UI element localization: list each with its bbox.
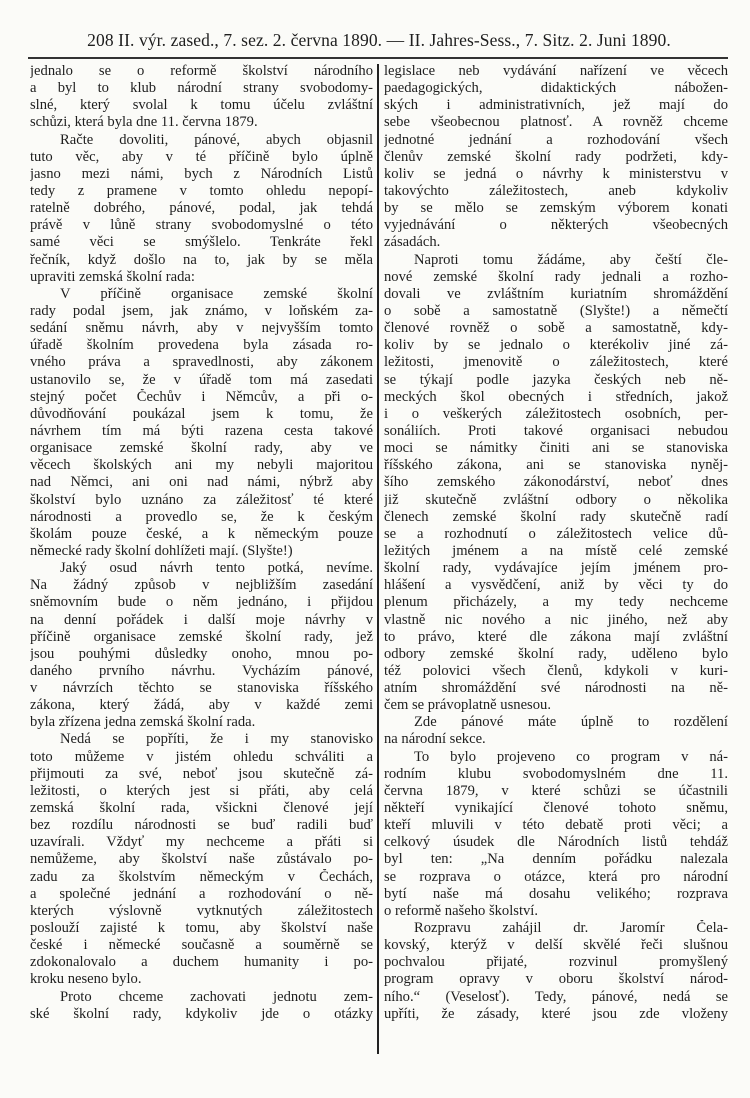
text-line: zemská školní rada, všickni členové její <box>30 800 373 817</box>
text-line: německé rady školní dohlížeti mají. (Slyšte!) <box>30 542 293 559</box>
text-line: uzavírali. Vždyť my nechceme a přáti si <box>30 834 373 851</box>
text-line: ního.“ (Veselosť). Tedy, pánové, nedá se <box>384 988 728 1005</box>
text-line: června 1879, v které schůzi se účastnili <box>384 782 728 799</box>
text-line: školství bylo uznáno za záležitosť té které <box>30 491 373 508</box>
text-line: to právo, které dle zákona mají zvláštní <box>384 628 728 645</box>
text-line: Zde pánové máte úplně to rozdělení <box>414 714 728 731</box>
header-rule <box>28 57 728 59</box>
text-line: upříti, že zásady, které jsou zde vloženy <box>384 1005 728 1022</box>
text-line: tuto věc, aby v té příčině bylo úplně <box>30 148 373 165</box>
text-line: členové rovněž o sobě a samostatně, kdy- <box>384 320 728 337</box>
text-line: ratelně dobrého, pánové, podal, jak tehdá <box>30 200 373 217</box>
text-line: Nedá se popříti, že i my stanovisko <box>60 731 373 748</box>
text-line: sonáliích. Proti takové organisaci nebudou <box>384 422 728 439</box>
text-line: a společné jednání a rozhodování o ně- <box>30 885 373 902</box>
text-line: jednotné jednání a rozhodování všech <box>384 131 728 148</box>
text-line: členech zemské školní rady skutečně radí <box>384 508 728 525</box>
text-line: národnosti a provedlo se, že k českým <box>30 508 373 525</box>
text-line: zadu za školstvím německým v Čechách, <box>30 868 373 885</box>
text-line: jednalo se o reformě školství národního <box>30 63 373 79</box>
text-line: právě v lůně strany svobodomyslné o této <box>30 217 373 234</box>
text-line: se a rozhodnutí o záležitostech velice dů- <box>384 525 728 542</box>
text-line: Jaký osud návrh tento potká, nevíme. <box>60 560 373 577</box>
paragraph <box>30 132 373 286</box>
text-line: šího zemského zákonodárství, neboť dnes <box>384 474 728 491</box>
text-line: sebe všeobecnou platnosť. A rovněž chceme <box>384 114 728 131</box>
text-line: byla zřízena jedna zemská školní rada. <box>30 714 256 731</box>
text-line: stejný počet Čechův i Němcův, a při o- <box>30 388 373 405</box>
text-line: ležitosti, o kterých jest si přáti, aby celá <box>30 782 373 799</box>
text-line: rady podal jsem, jak známo, v loňském za- <box>30 302 373 319</box>
text-line: školám pouze české, a k německým pouze <box>30 525 373 542</box>
running-header: 208 II. výr. zased., 7. sez. 2. června 1890. — II. Jahres-Sess., 7. Sitz. 2. Juni 1890. <box>87 30 671 50</box>
text-line: jsou pouhými důsledky onoho, mnou po- <box>30 645 373 662</box>
text-line: kroku neseno bylo. <box>30 971 142 988</box>
text-line: koliv by se jednalo o kterékoliv jiné zá- <box>384 337 728 354</box>
column-divider <box>377 64 379 1054</box>
text-line: členův zemské školní rady podržeti, kdy- <box>384 148 728 165</box>
right-column <box>384 63 728 1023</box>
paragraph <box>384 252 728 715</box>
text-line: ustanovilo se, že v úřadě tom má zasedati <box>30 371 373 388</box>
paragraph <box>384 63 728 252</box>
text-line: Proto chceme zachovati jednotu zem- <box>60 988 373 1005</box>
text-line: vyjednávání o některých všeobecných <box>384 217 728 234</box>
text-line: kteří mluvili v této debatě proti věci; a <box>384 817 728 834</box>
text-line: samé věci se smýšlelo. Tenkráte řekl <box>30 234 373 251</box>
text-line: o reformě našeho školství. <box>384 902 539 919</box>
paragraph <box>384 920 728 1023</box>
text-line: na denní pořádek i další moje návrhy v <box>30 611 373 628</box>
paragraph <box>30 63 373 132</box>
text-line: V příčině organisace zemské školní <box>60 285 373 302</box>
text-line: zdokonalovalo a duchem humanity i po- <box>30 954 373 971</box>
text-line: ských i administrativních, jež mají do <box>384 97 728 114</box>
text-line: takovýchto záležitostech, aneb kdykoliv <box>384 182 728 199</box>
text-line: tedy z pramene v tomto ohledu nepopí- <box>30 182 373 199</box>
text-line: někteří vynikající členové tohoto sněmu, <box>384 800 728 817</box>
text-line: plenum přicházely, a my tedy nechceme <box>384 594 728 611</box>
text-line: bytí naše má dosahu velikého; rozprava <box>384 885 728 902</box>
paragraph <box>30 731 373 988</box>
text-line: schůzi, která byla dne 11. června 1879. <box>30 114 258 131</box>
text-line: ské školní rady, kdykoliv jde o otázky <box>30 1005 373 1022</box>
text-line: věcech školských ani my nebyli majoritou <box>30 457 373 474</box>
text-line: odbory zemské školní rady, uděleno bylo <box>384 645 728 662</box>
text-line: čem se právoplatně usnesou. <box>384 697 551 714</box>
text-line: i o veškerých záležitostech osobních, per- <box>384 405 728 422</box>
text-line: nemůžeme, aby školství naše zůstávalo po- <box>30 851 373 868</box>
text-line: poslouží zajisté k tomu, aby školství naše <box>30 920 373 937</box>
text-line: důvodňování poukázal jsem k tomu, že <box>30 405 373 422</box>
text-line: české i německé současně a souměrně se <box>30 937 373 954</box>
text-line: též polovici všech členů, kdykoli v kuri- <box>384 662 728 679</box>
text-line: úřadě školním provedena byla zásada ro- <box>30 337 373 354</box>
text-line: se rozprava o otázce, která pro národní <box>384 868 728 885</box>
text-line: daného prvního návrhu. Vycházím pánové, <box>30 662 373 679</box>
text-line: kovský, kterýž v delší skvělé řeči slušnou <box>384 937 728 954</box>
text-line: zásadách. <box>384 234 441 251</box>
text-line: nad Němci, ani oni nad námi, nýbrž aby <box>30 474 373 491</box>
text-line: přijmouti za své, neboť jsou skutečně zá- <box>30 765 373 782</box>
text-line: kterých výslovně vytknutých záležitostech <box>30 902 373 919</box>
text-line: školní rady, vydávajíce jejím jménem pro- <box>384 560 728 577</box>
text-line: návrhem tím má býti razena cesta takové <box>30 422 373 439</box>
text-line: říšského zákona, ani se stanoviska nyněj- <box>384 457 728 474</box>
text-line: jasno mezi námi, bych z Národních Listů <box>30 165 373 182</box>
text-line: na národní sekce. <box>384 731 486 748</box>
paragraph <box>384 714 728 748</box>
paragraph <box>384 749 728 920</box>
paragraph <box>30 989 373 1023</box>
text-line: ležitosti, jmenovitě o záležitostech, které <box>384 354 728 371</box>
text-line: dovali ve zvláštním kuriatním shromáždění <box>384 285 728 302</box>
text-line: upraviti zemská školní rada: <box>30 268 195 285</box>
text-line: vlastně nic nového a nic jiného, než aby <box>384 611 728 628</box>
left-column <box>30 63 373 1023</box>
text-line: se týkají podle jazyka českých neb ně- <box>384 371 728 388</box>
text-line: již skutečně zvláštní odbory o několika <box>384 491 728 508</box>
text-line: a byl to klub národní strany svobodomy- <box>30 80 373 97</box>
text-line: hlášení a vysvědčení, aniž by věci ty do <box>384 577 728 594</box>
text-line: řečník, když došlo na to, jak by se měla <box>30 251 373 268</box>
text-line: rodním klubu svobodomyslném dne 11. <box>384 765 728 782</box>
text-line: meckých škol obecných i středních, jakož <box>384 388 728 405</box>
text-line: To bylo projeveno co program v ná- <box>414 748 728 765</box>
text-line: atním shromáždění své národnosti na ně- <box>384 680 728 697</box>
text-line: Račte dovoliti, pánové, abych objasnil <box>60 131 373 148</box>
text-line: bez rozdílu národnosti se buď radili buď <box>30 817 373 834</box>
text-line: by se mělo se zemským výborem konati <box>384 200 728 217</box>
text-line: moci se námitky činiti ani se stanoviska <box>384 440 728 457</box>
text-line: Rozpravu zahájil dr. Jaromír Čela- <box>414 920 728 937</box>
text-line: byl ten: „Na denním pořádku nalezala <box>384 851 728 868</box>
text-line: příčině organisace zemské školní rady, jež <box>30 628 373 645</box>
text-line: pochvalou přijaté, rozvinul promyšlený <box>384 954 728 971</box>
text-line: toto můžeme v jistém ohledu schváliti a <box>30 748 373 765</box>
text-line: koliv se jedná o návrhy k ministerstvu v <box>384 165 728 182</box>
paragraph <box>30 560 373 731</box>
text-line: o sobě a samostatně (Slyšte!) a němečtí <box>384 302 728 319</box>
text-line: vného práva a spravedlnosti, aby zákonem <box>30 354 373 371</box>
text-line: slné, který svolal k tomu účelu zvláštní <box>30 97 373 114</box>
text-line: nové zemské školní rady jednali a rozho- <box>384 268 728 285</box>
text-line: program opravy v oboru školství národ- <box>384 971 728 988</box>
text-line: sněmovním bude o něm jednáno, i přijdou <box>30 594 373 611</box>
text-line: celkový úsudek dle Národních listů tehdáž <box>384 834 728 851</box>
text-line: ležitých jménem a na místě celé zemské <box>384 542 728 559</box>
text-line: paedagogických, didaktických nábožen- <box>384 80 728 97</box>
text-line: organisace zemské školní rady, aby ve <box>30 440 373 457</box>
text-line: Na žádný způsob v nejbližším zasedání <box>30 577 373 594</box>
paragraph <box>30 286 373 560</box>
text-line: Naproti tomu žádáme, aby čeští čle- <box>414 251 728 268</box>
text-line: zákona, který žádá, aby v každé zemi <box>30 697 373 714</box>
text-line: v návrzích těchto se stanoviska říšského <box>30 680 373 697</box>
text-line: legislace neb vydávání nařízení ve věcech <box>384 63 728 79</box>
text-line: sedání sněmu návrh, aby v nejvyšším tomto <box>30 320 373 337</box>
